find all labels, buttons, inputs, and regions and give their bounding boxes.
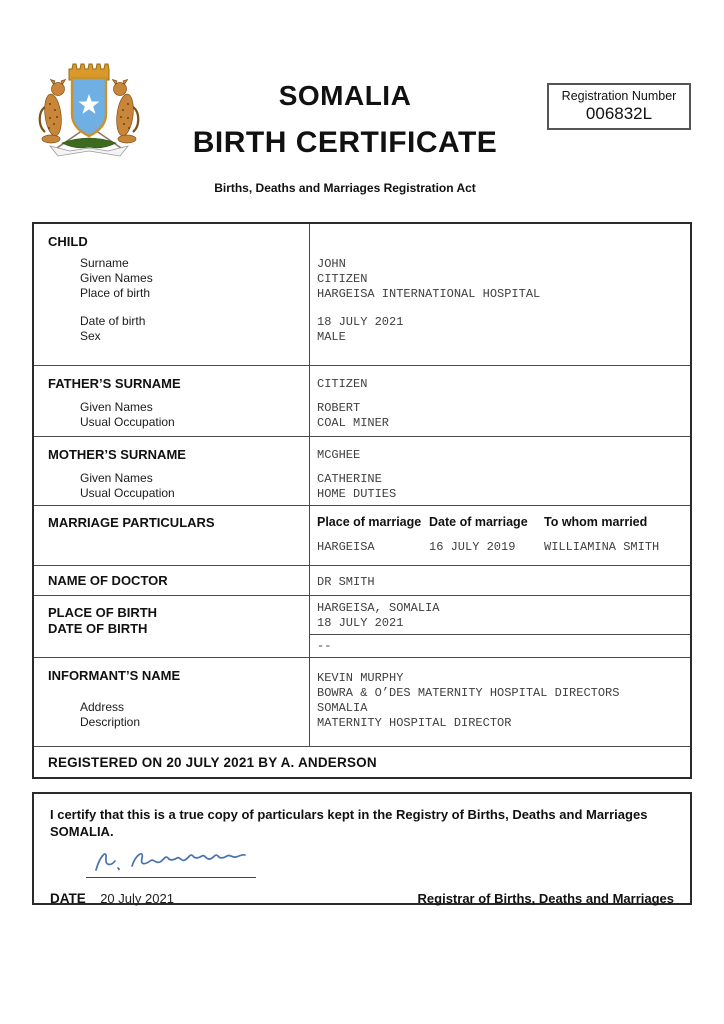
date-of-marriage-value: 16 JULY 2019 bbox=[429, 540, 516, 554]
date-of-birth-heading: DATE OF BIRTH bbox=[48, 621, 148, 636]
marriage-heading: MARRIAGE PARTICULARS bbox=[48, 515, 215, 530]
father-heading: FATHER’S SURNAME bbox=[48, 376, 181, 391]
birth-extra-value: -- bbox=[317, 639, 332, 653]
registration-number-label: Registration Number bbox=[561, 89, 677, 103]
place-of-marriage-label: Place of marriage bbox=[317, 515, 422, 529]
certification-box bbox=[32, 792, 692, 905]
date-of-birth-value: 18 JULY 2021 bbox=[317, 616, 404, 630]
father-surname-value: CITIZEN bbox=[317, 377, 368, 391]
informant-organisation-value: BOWRA & O’DES MATERNITY HOSPITAL DIRECTORS bbox=[317, 686, 620, 700]
place-of-marriage-value: HARGEISA bbox=[317, 540, 375, 554]
informant-description-value: MATERNITY HOSPITAL DIRECTOR bbox=[317, 716, 512, 730]
certificate-table bbox=[32, 222, 692, 779]
signature-icon bbox=[86, 844, 266, 876]
doctor-section bbox=[34, 565, 690, 595]
father-section bbox=[34, 365, 690, 436]
registrar-title: Registrar of Births, Deaths and Marriages bbox=[417, 891, 674, 906]
child-place-of-birth-label: Place of birth bbox=[80, 286, 151, 300]
act-subtitle: Births, Deaths and Marriages Registration Act bbox=[214, 181, 476, 195]
document-type-title: BIRTH CERTIFICATE bbox=[192, 126, 498, 159]
place-of-birth-value: HARGEISA, SOMALIA bbox=[317, 601, 440, 615]
doctor-value: DR SMITH bbox=[317, 575, 375, 589]
informant-description-label: Description bbox=[80, 715, 141, 729]
father-given-names-label: Given Names bbox=[80, 400, 153, 414]
title-block bbox=[115, 80, 575, 195]
mother-given-names-label: Given Names bbox=[80, 471, 153, 485]
to-whom-married-value: WILLIAMINA SMITH bbox=[544, 540, 660, 554]
date-label: DATE bbox=[50, 891, 86, 906]
father-occupation-label: Usual Occupation bbox=[80, 415, 175, 429]
mother-given-names-value: CATHERINE bbox=[317, 472, 382, 486]
page-title: SOMALIA bbox=[278, 80, 412, 111]
father-occupation-value: COAL MINER bbox=[317, 416, 390, 430]
registrar-signature bbox=[86, 844, 266, 878]
informant-address-label: Address bbox=[80, 700, 125, 714]
informant-name-value: KEVIN MURPHY bbox=[317, 671, 404, 685]
certification-text: I certify that this is a true copy of particulars kept in the Registry of Births, Deaths and Marriages SOMALIA. bbox=[50, 807, 648, 839]
child-sex-value: MALE bbox=[317, 330, 346, 344]
child-given-names-value: CITIZEN bbox=[317, 272, 368, 286]
registration-number-value: 006832L bbox=[585, 104, 653, 123]
mother-surname-value: MCGHEE bbox=[317, 448, 361, 462]
date-value: 20 July 2021 bbox=[100, 891, 174, 906]
place-of-birth-heading: PLACE OF BIRTH bbox=[48, 605, 158, 620]
informant-heading: INFORMANT’S NAME bbox=[48, 668, 181, 683]
informant-section bbox=[34, 657, 690, 746]
child-date-of-birth-value: 18 JULY 2021 bbox=[317, 315, 404, 329]
mother-occupation-value: HOME DUTIES bbox=[317, 487, 397, 501]
doctor-heading: NAME OF DOCTOR bbox=[48, 573, 168, 588]
child-place-of-birth-value: HARGEISA INTERNATIONAL HOSPITAL bbox=[317, 287, 541, 301]
birth-place-date-section bbox=[34, 595, 690, 657]
child-sex-label: Sex bbox=[80, 329, 101, 343]
mother-section bbox=[34, 436, 690, 505]
informant-address-value: SOMALIA bbox=[317, 701, 368, 715]
child-surname-label: Surname bbox=[80, 256, 129, 270]
father-given-names-value: ROBERT bbox=[317, 401, 361, 415]
to-whom-married-label: To whom married bbox=[544, 515, 648, 529]
child-section bbox=[34, 224, 690, 365]
date-of-marriage-label: Date of marriage bbox=[429, 515, 528, 529]
child-date-of-birth-label: Date of birth bbox=[80, 314, 146, 328]
child-surname-value: JOHN bbox=[317, 257, 346, 271]
child-heading: CHILD bbox=[48, 234, 88, 249]
child-given-names-label: Given Names bbox=[80, 271, 153, 285]
registration-number-box bbox=[547, 83, 691, 130]
mother-heading: MOTHER’S SURNAME bbox=[48, 447, 186, 462]
marriage-section bbox=[34, 505, 690, 565]
registered-text: REGISTERED ON 20 JULY 2021 BY A. ANDERSON bbox=[48, 754, 377, 770]
mother-occupation-label: Usual Occupation bbox=[80, 486, 175, 500]
registered-section bbox=[34, 746, 690, 777]
signature-line bbox=[86, 877, 256, 878]
